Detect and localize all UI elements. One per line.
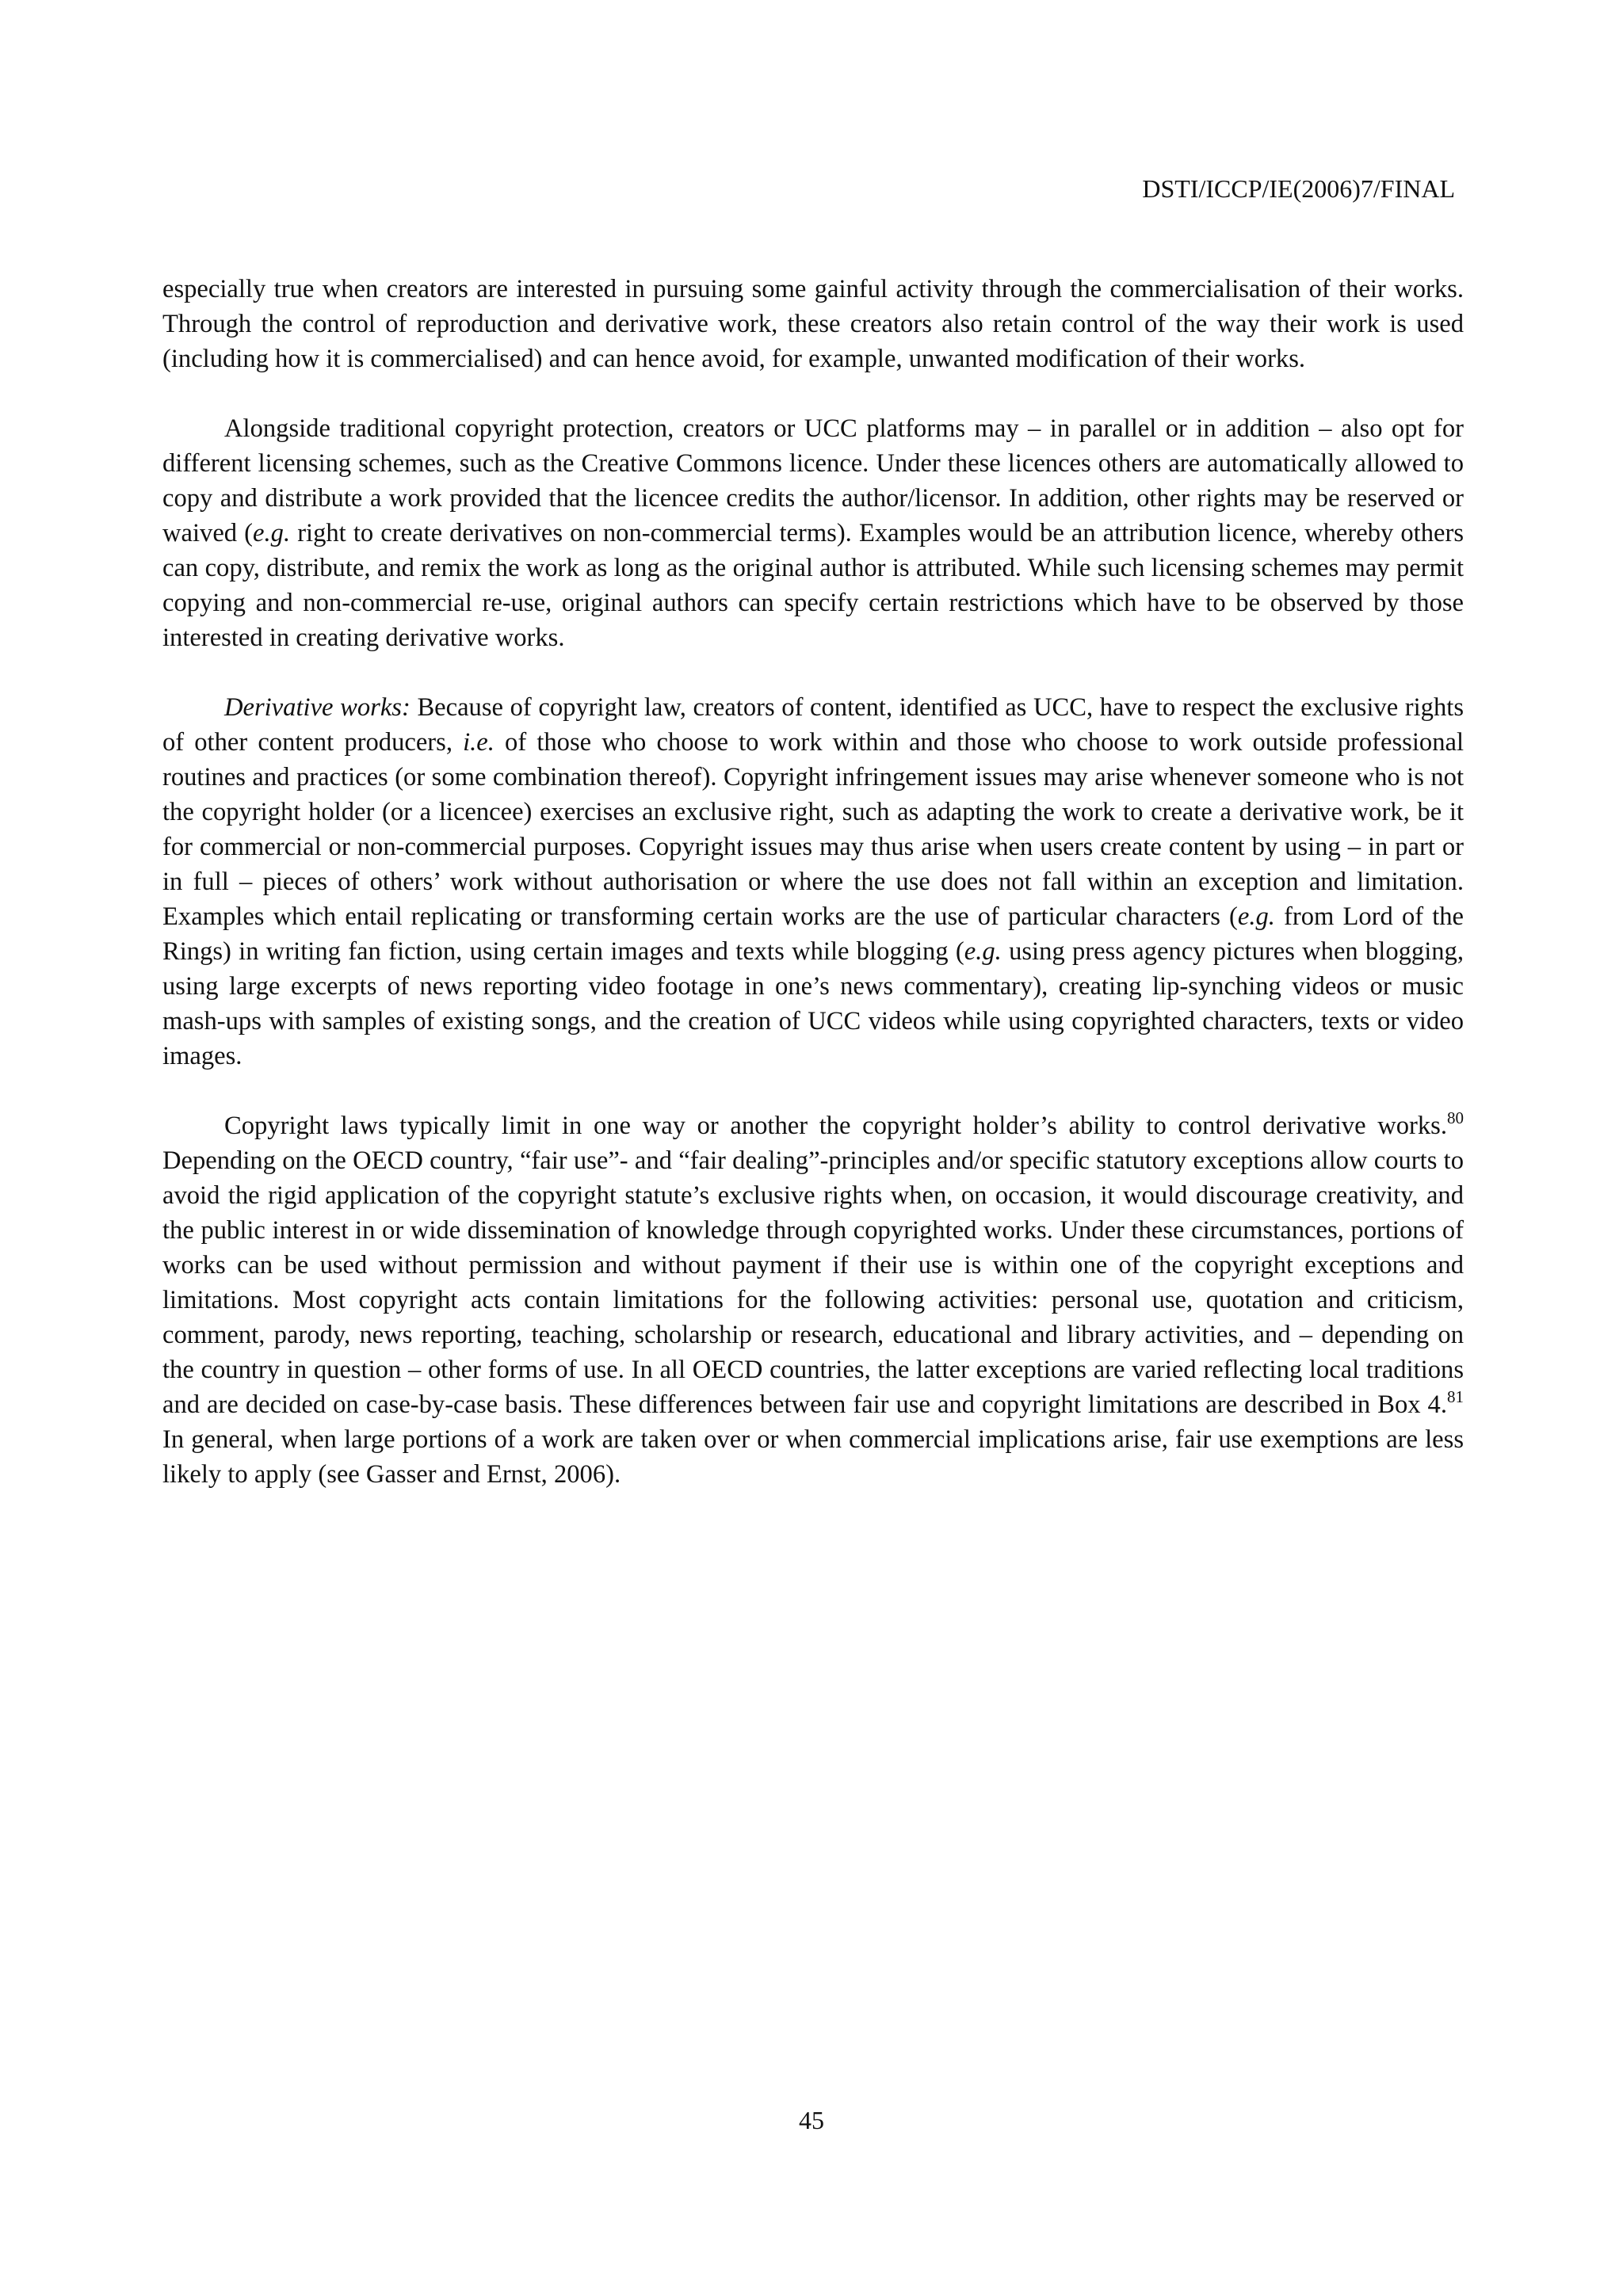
paragraph-text: Depending on the OECD country, “fair use”- and “fair dealing”-principles and/or specific statutory exceptions allow courts to avoid the rigid application of the copyright statute’s exclusive rights when, on occasion, it would discourage creativity, and the public interest in or wide dissemination of knowledge through copyrighted works. Under these circumstances, portions of works can be used without permission and without payment if their use is within one of the copyright exceptions and limitations. Most copyright acts contain limitations for the following activities: personal use, quotation and criticism, comment, parody, news reporting, teaching, scholarship or research, educational and library activities, and – depending on the country in question – other forms of use. In all OECD countries, the latter exceptions are varied reflecting local traditions and are decided on case-by-case basis. These differences between fair use and copyright limitations are described in Box 4.: [162, 1146, 1464, 1419]
paragraph-derivative-works: [162, 690, 1464, 1074]
paragraph-licensing: [162, 411, 1464, 655]
paragraph-text: Alongside traditional copyright protection, creators or UCC platforms may – in parallel or in addition – also opt for different licensing schemes, such as the Creative Commons licence. Under these licences others are automatically allowed to copy and distribute a work provided that the licencee credits the author/licensor. In addition, other rights may be reserved or waived (: [162, 414, 1464, 547]
italic-abbreviation: i.e.: [463, 728, 495, 757]
paragraph-text: using press agency pictures when blogging, using large excerpts of news reporting video footage in one’s news commentary), creating lip-synching videos or music mash-ups with samples of existing songs, and the creation of UCC videos while using copyrighted characters, texts or video images.: [162, 937, 1464, 1070]
italic-abbreviation: e.g.: [253, 519, 291, 547]
paragraph-text: right to create derivatives on non-commercial terms). Examples would be an attribution licence, whereby others can copy, distribute, and remix the work as long as the original author is attributed. While such licensing schemes may permit copying and non-commercial re-use, original authors can specify certain restrictions which have to be observed by those interested in creating derivative works.: [162, 519, 1464, 652]
paragraph-text: Because of copyright law, creators of content, identified as UCC, have to respect the exclusive rights of other content producers,: [162, 693, 1464, 757]
paragraph-text: In general, when large portions of a work are taken over or when commercial implications arise, fair use exemptions are less likely to apply (see Gasser and Ernst, 2006).: [162, 1425, 1464, 1489]
page-number: 45: [799, 2106, 824, 2134]
paragraph-text: of those who choose to work within and those who choose to work outside professional routines and practices (or some combination thereof). Copyright infringement issues may arise whenever someone who is not the copyright holder (or a licencee) exercises an exclusive right, such as adapting the work to create a derivative work, be it for commercial or non-commercial purposes. Copyright issues may thus arise when users create content by using – in part or in full – pieces of others’ work without authorisation or where the use does not fall within an exception and limitation. Examples which entail replicating or transforming certain works are the use of particular characters (: [162, 728, 1464, 931]
body-text: [162, 272, 1464, 1527]
paragraph-continued: [162, 272, 1464, 376]
paragraph-text: especially true when creators are interested in pursuing some gainful activity through the commercialisation of their works. Through the control of reproduction and derivative work, these creators also retain control of the way their work is used (including how it is commercialised) and can hence avoid, for example, unwanted modification of their works.: [162, 275, 1464, 373]
paragraph-lead-term: Derivative works:: [224, 693, 411, 722]
document-id-header: DSTI/ICCP/IE(2006)7/FINAL: [1142, 174, 1455, 203]
footnote-reference[interactable]: 80: [1447, 1108, 1464, 1127]
italic-abbreviation: e.g.: [964, 937, 1002, 966]
paragraph-copyright-limits: [162, 1108, 1464, 1492]
footnote-reference[interactable]: 81: [1447, 1387, 1464, 1406]
paragraph-text: Copyright laws typically limit in one way or another the copyright holder’s ability to control derivative works.: [224, 1112, 1447, 1140]
italic-abbreviation: e.g.: [1237, 902, 1275, 931]
paragraph-text: from Lord of the Rings) in writing fan fiction, using certain images and texts while blogging (: [162, 902, 1465, 966]
